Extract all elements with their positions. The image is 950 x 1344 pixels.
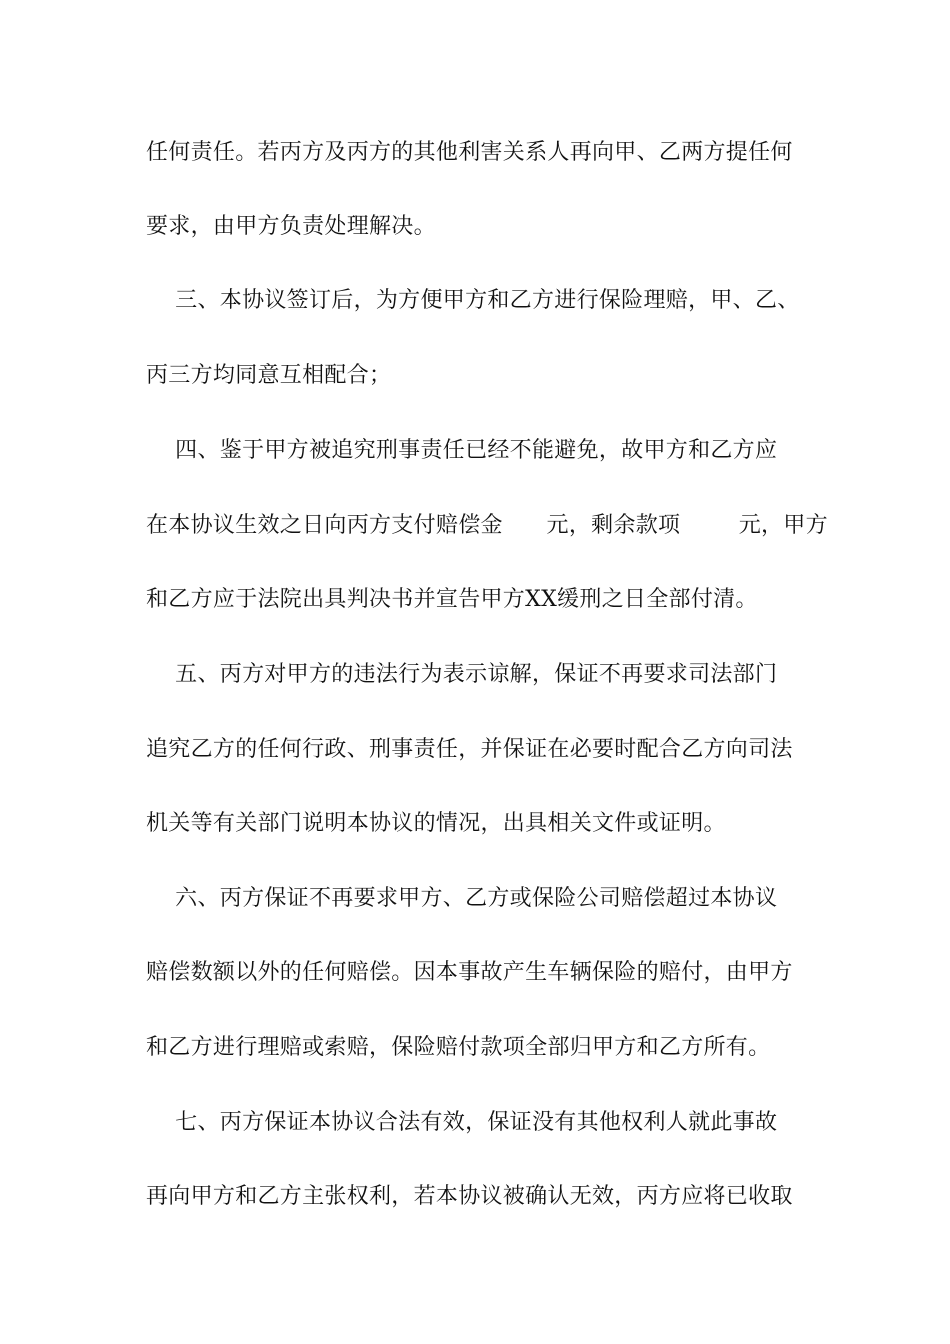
text-line: 四、鉴于甲方被追究刑事责任已经不能避免，故甲方和乙方应 <box>146 438 778 463</box>
text-line: 机关等有关部门说明本协议的情况，出具相关文件或证明。 <box>146 811 726 836</box>
text-line: 要求，由甲方负责处理解决。 <box>146 214 436 239</box>
text-line: 三、本协议签订后，为方便甲方和乙方进行保险理赔，甲、乙、 <box>146 288 800 313</box>
text-line: 五、丙方对甲方的违法行为表示谅解，保证不再要求司法部门 <box>146 662 778 687</box>
text-line: 和乙方应于法院出具判决书并宣告甲方XX缓刑之日全部付清。 <box>146 587 758 612</box>
text-line: 六、丙方保证不再要求甲方、乙方或保险公司赔偿超过本协议 <box>146 886 778 911</box>
text-line: 和乙方进行理赔或索赔，保险赔付款项全部归甲方和乙方所有。 <box>146 1035 771 1060</box>
text-line: 七、丙方保证本协议合法有效，保证没有其他权利人就此事故 <box>146 1110 778 1135</box>
text-line: 赔偿数额以外的任何赔偿。因本事故产生车辆保险的赔付，由甲方 <box>146 960 793 985</box>
text-line: 在本协议生效之日向丙方支付赔偿金 元，剩余款项 元，甲方 <box>146 513 828 538</box>
text-line: 追究乙方的任何行政、刑事责任，并保证在必要时配合乙方向司法 <box>146 737 793 762</box>
text-line: 丙三方均同意互相配合； <box>146 363 392 388</box>
text-line: 再向甲方和乙方主张权利，若本协议被确认无效，丙方应将已收取 <box>146 1184 793 1209</box>
text-line: 任何责任。若丙方及丙方的其他利害关系人再向甲、乙两方提任何 <box>146 140 793 165</box>
